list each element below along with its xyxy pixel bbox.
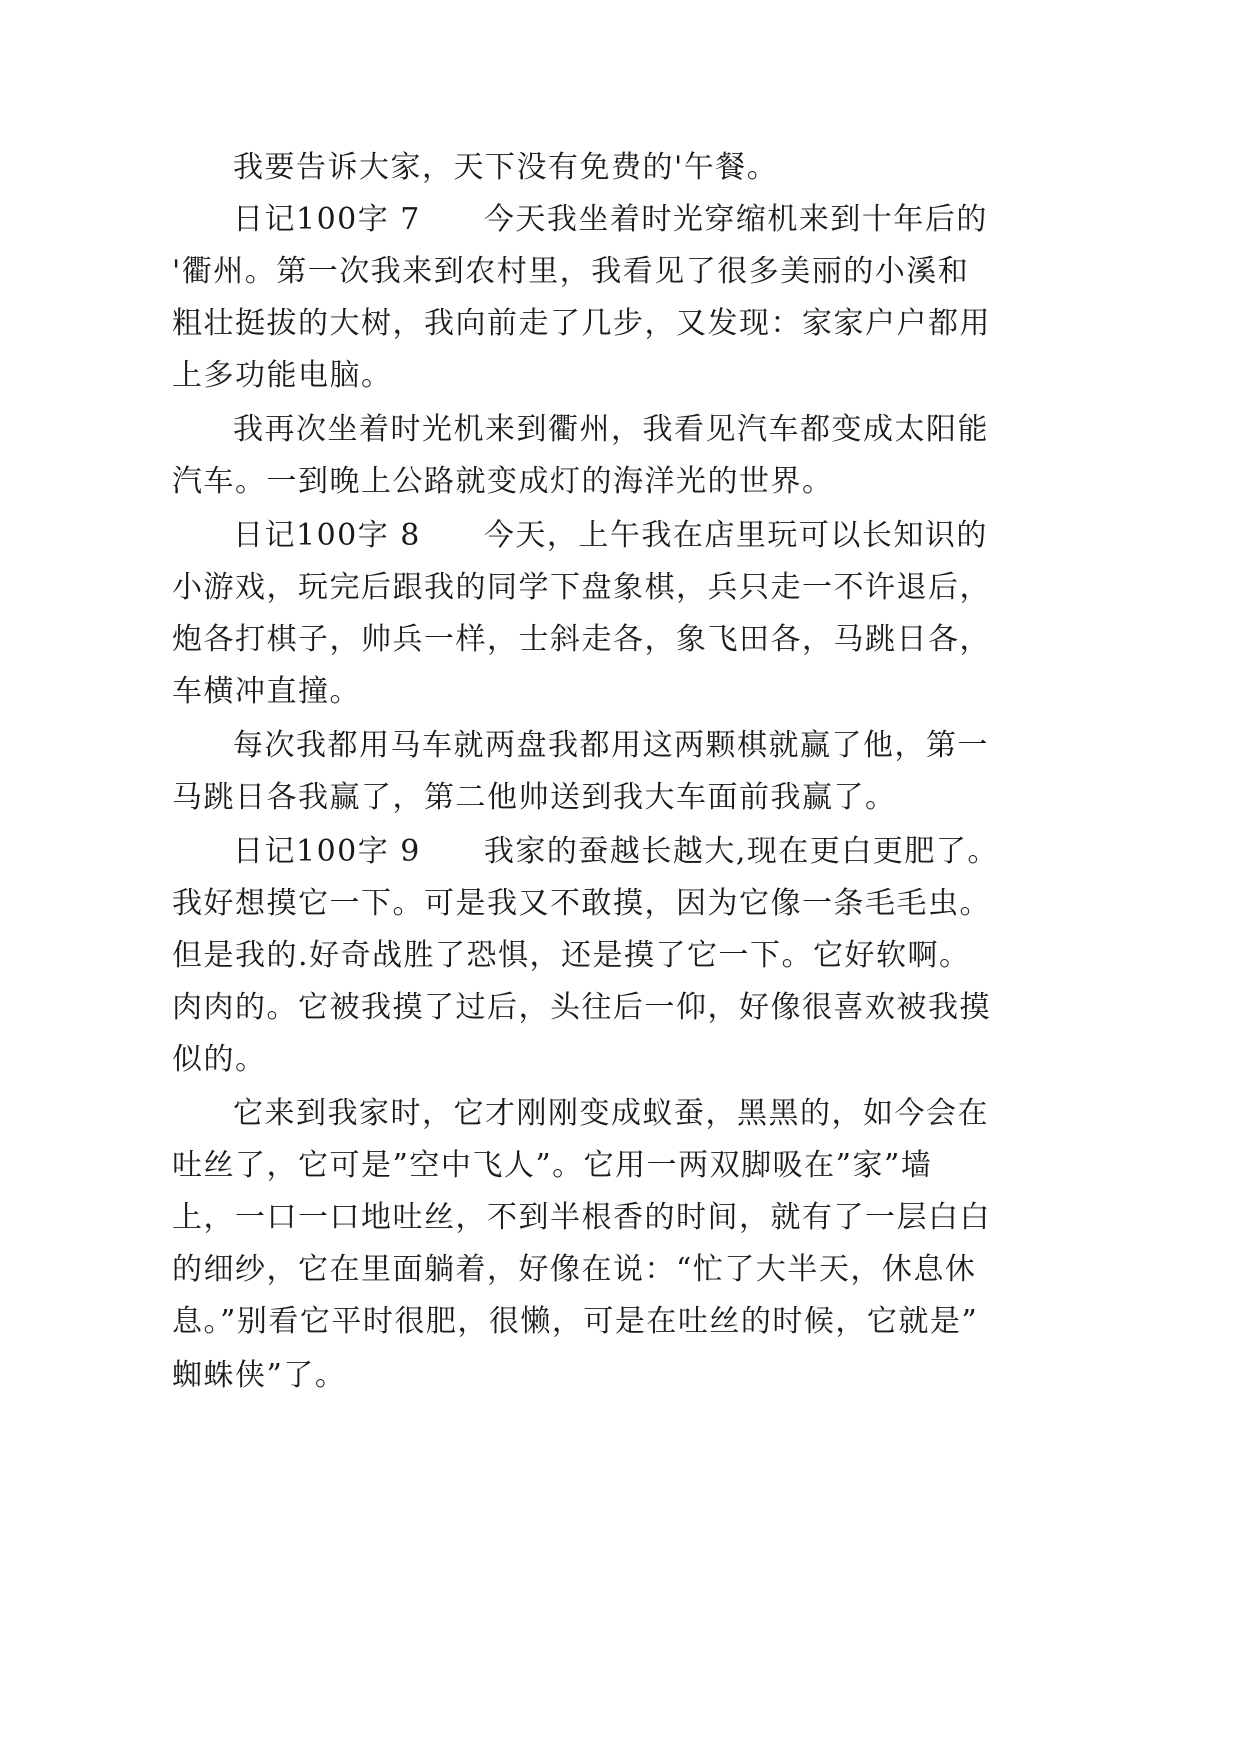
- text-line: 上，一口一口地吐丝，不到半根香的时间，就有了一层白白: [172, 1200, 991, 1235]
- text-line: 车横冲直撞。: [172, 674, 361, 709]
- text-line: 但是我的.好奇战胜了恐惧，还是摸了它一下。它好软啊。: [172, 938, 971, 973]
- text-line: 炮各打棋子，帅兵一样，士斜走各，象飞田各，马跳日各，: [172, 622, 991, 657]
- text-line: 我再次坐着时光机来到衢州，我看见汽车都变成太阳能: [233, 412, 989, 447]
- text-line: 蜘蛛侠”了。: [172, 1358, 347, 1393]
- text-line: 息。”别看它平时很肥，很懒，可是在吐丝的时候，它就是”: [172, 1304, 979, 1339]
- text-line: 的细纱，它在里面躺着，好像在说：“忙了大半天，休息休: [172, 1252, 977, 1287]
- text-line: 日记100字 7 今天我坐着时光穿缩机来到十年后的: [233, 202, 988, 237]
- text-line: 我好想摸它一下。可是我又不敢摸，因为它像一条毛毛虫。: [172, 886, 991, 921]
- text-line: '衢州。第一次我来到农村里，我看见了很多美丽的小溪和: [172, 254, 970, 289]
- text-line: 肉肉的。它被我摸了过后，头往后一仰，好像很喜欢被我摸: [172, 990, 991, 1025]
- text-line: 粗壮挺拔的大树，我向前走了几步，又发现：家家户户都用: [172, 306, 991, 341]
- text-line: 似的。: [172, 1042, 267, 1077]
- text-line: 我要告诉大家，天下没有免费的'午餐。: [233, 150, 779, 185]
- text-line: 日记100字 8 今天，上午我在店里玩可以长知识的: [233, 518, 988, 553]
- text-line: 吐丝了，它可是”空中飞人”。它用一两双脚吸在”家”墙: [172, 1148, 933, 1183]
- text-line: 上多功能电脑。: [172, 358, 393, 393]
- text-line: 每次我都用马车就两盘我都用这两颗棋就赢了他，第一: [233, 728, 989, 763]
- text-line: 汽车。一到晚上公路就变成灯的海洋光的世界。: [172, 464, 834, 499]
- text-line: 小游戏，玩完后跟我的同学下盘象棋，兵只走一不许退后，: [172, 570, 991, 605]
- text-line: 它来到我家时，它才刚刚变成蚁蚕，黑黑的，如今会在: [233, 1096, 989, 1131]
- text-line: 马跳日各我赢了，第二他帅送到我大车面前我赢了。: [172, 780, 897, 815]
- text-line: 日记100字 9 我家的蚕越长越大,现在更白更肥了。: [233, 834, 999, 869]
